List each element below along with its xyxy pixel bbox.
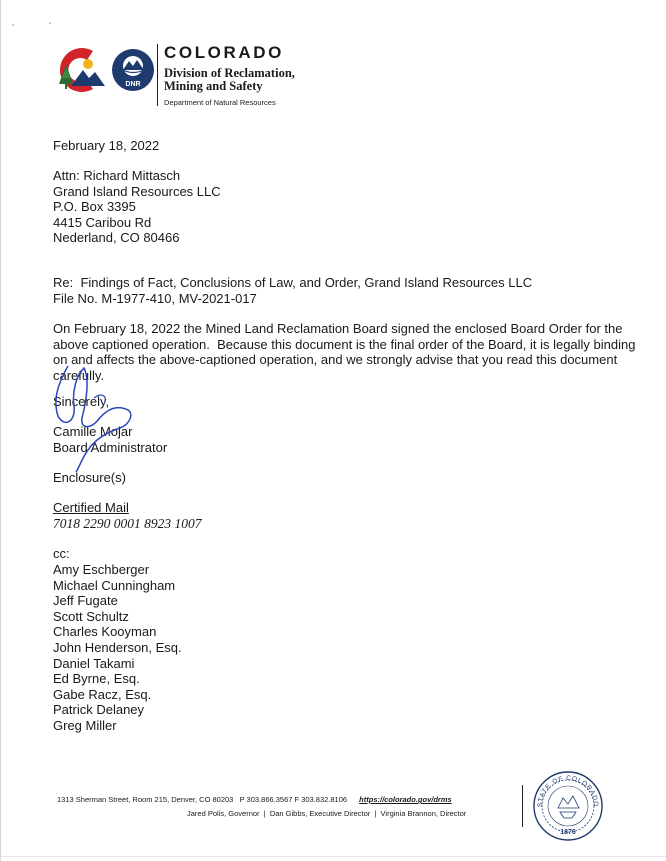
scan-speck: [12, 24, 14, 26]
letter-date: February 18, 2022: [53, 138, 160, 153]
address-line: Grand Island Resources LLC: [53, 183, 221, 199]
division-line-2: Mining and Safety: [164, 79, 263, 93]
cc-recipient: Michael Cunningham: [53, 577, 176, 593]
cc-recipient: Amy Eschberger: [53, 562, 150, 577]
address-line: P.O. Box 3395: [53, 199, 136, 215]
agency-name: COLORADO: [164, 43, 284, 62]
mail-method: Certified Mail: [53, 500, 129, 515]
address-line: Nederland, CO 80466: [53, 230, 180, 246]
cc-recipient: Jeff Fugate: [53, 593, 118, 609]
cc-recipient: Daniel Takami: [53, 655, 135, 671]
subject-line: Re: Findings of Fact, Conclusions of Law, and Order, Grand Island Resources LLC: [53, 275, 533, 290]
seal-year: 1876: [560, 829, 576, 836]
signer-title: Board Administrator: [53, 440, 168, 455]
footer-address-line: [57, 795, 452, 804]
footer-website-link[interactable]: https://colorado.gov/drms: [359, 795, 452, 804]
subject-block: [53, 275, 643, 306]
address-line: 4415 Caribou Rd: [53, 214, 152, 230]
scan-speck: [49, 22, 51, 24]
division-name: [164, 67, 364, 93]
attn-line: Attn: Richard Mittasch: [53, 168, 181, 183]
state-seal-icon: [532, 770, 604, 842]
cc-recipient: Gabe Racz, Esq.: [53, 686, 152, 702]
body-paragraph: On February 18, 2022 the Mined Land Reclamation Board signed the enclosed Board Order for the above captioned operation. Because this document is the final order of the Board, it is legally binding on and affects the above-captioned operation, and we strongly advise that you read this document carefully.: [53, 321, 640, 383]
colorado-c-logo-icon: [57, 44, 109, 96]
cc-recipient: Ed Byrne, Esq.: [53, 671, 140, 687]
cc-recipient: Greg Miller: [53, 717, 117, 733]
header-divider: [157, 44, 158, 106]
cc-recipient: Scott Schultz: [53, 608, 129, 624]
dnr-badge-text: DNR: [125, 81, 141, 88]
seal-text: STATE OF COLORADO: [536, 774, 600, 808]
cc-recipient: Charles Kooyman: [53, 624, 157, 640]
footer-address: 1313 Sherman Street, Room 215, Denver, CO 80203 P 303.866.3567 F 303.832.8106: [57, 795, 348, 804]
footer-divider: [522, 785, 523, 827]
file-number-line: File No. M-1977-410, MV-2021-017: [53, 290, 257, 306]
cc-label: cc:: [53, 546, 70, 561]
page-bottom-edge: [1, 856, 666, 857]
department-name: Department of Natural Resources: [164, 98, 276, 107]
enclosure-note: Enclosure(s): [53, 470, 126, 485]
division-line-1: Division of Reclamation,: [164, 66, 295, 80]
signer-name: Camille Mojar: [53, 424, 133, 439]
cc-recipient: John Henderson, Esq.: [53, 639, 182, 655]
address-block: [53, 168, 221, 246]
cc-list: [53, 562, 182, 734]
footer-officials: Jared Polis, Governor | Dan Gibbs, Executive Director | Virginia Brannon, Director: [187, 809, 467, 818]
closing: Sincerely,: [53, 394, 110, 409]
cc-recipient: Patrick Delaney: [53, 702, 145, 718]
tracking-number: 7018 2290 0001 8923 1007: [53, 516, 202, 531]
dnr-logo-icon: [111, 48, 155, 92]
